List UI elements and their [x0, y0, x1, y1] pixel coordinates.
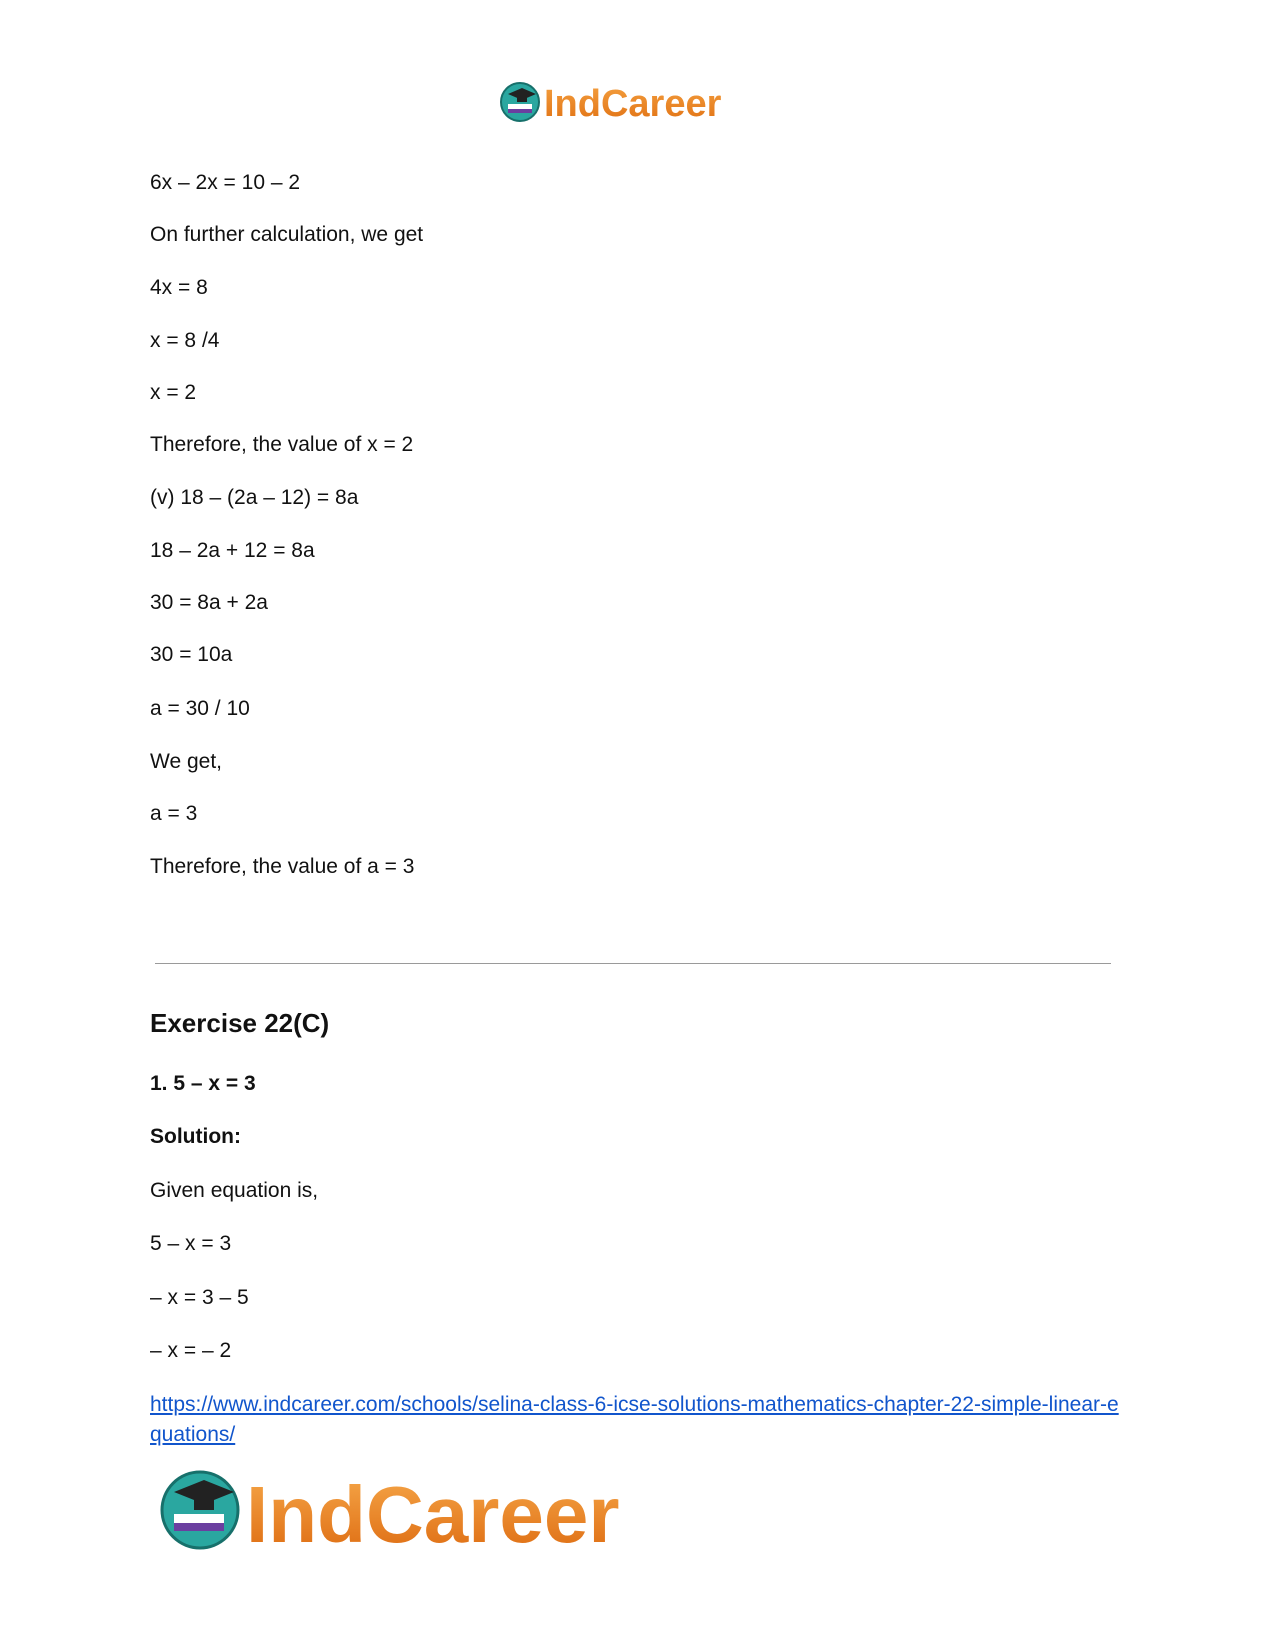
solution-line: – x = 3 – 5 — [150, 1286, 249, 1309]
solution-line: On further calculation, we get — [150, 223, 424, 246]
solution-line: We get, — [150, 750, 222, 773]
source-url-link[interactable]: https://www.indcareer.com/schools/selina-class-6-icse-solutions-mathematics-chapter-22-simple-linear-equations/ — [150, 1393, 1119, 1446]
solution-line: Therefore, the value of x = 2 — [150, 433, 414, 456]
solution-line: 6x – 2x = 10 – 2 — [150, 171, 301, 194]
solution-line: Given equation is, — [150, 1179, 319, 1202]
indcareer-logo-top — [500, 78, 770, 126]
horizontal-divider — [155, 963, 1111, 964]
solution-label: Solution: — [150, 1125, 241, 1148]
indcareer-logo-bottom — [160, 1462, 700, 1558]
exercise-heading: Exercise 22(C) — [150, 1008, 330, 1038]
solution-line: Therefore, the value of a = 3 — [150, 855, 415, 878]
solution-line: 30 = 10a — [150, 643, 233, 666]
solution-line: (v) 18 – (2a – 12) = 8a — [150, 486, 359, 509]
solution-line: x = 2 — [150, 381, 197, 404]
solution-line: – x = – 2 — [150, 1339, 232, 1362]
logo-text: IndCareer — [544, 83, 722, 125]
graduation-globe-icon — [162, 1472, 238, 1548]
solution-line: a = 30 / 10 — [150, 697, 250, 720]
solution-line: a = 3 — [150, 802, 198, 825]
solution-line: 4x = 8 — [150, 276, 208, 299]
solution-line: x = 8 /4 — [150, 329, 220, 352]
solution-line: 5 – x = 3 — [150, 1232, 232, 1255]
logo-text: IndCareer — [246, 1470, 620, 1558]
graduation-globe-icon — [501, 83, 539, 121]
solution-line: 30 = 8a + 2a — [150, 591, 268, 614]
solution-line: 18 – 2a + 12 = 8a — [150, 539, 315, 562]
question-title: 1. 5 – x = 3 — [150, 1072, 256, 1095]
